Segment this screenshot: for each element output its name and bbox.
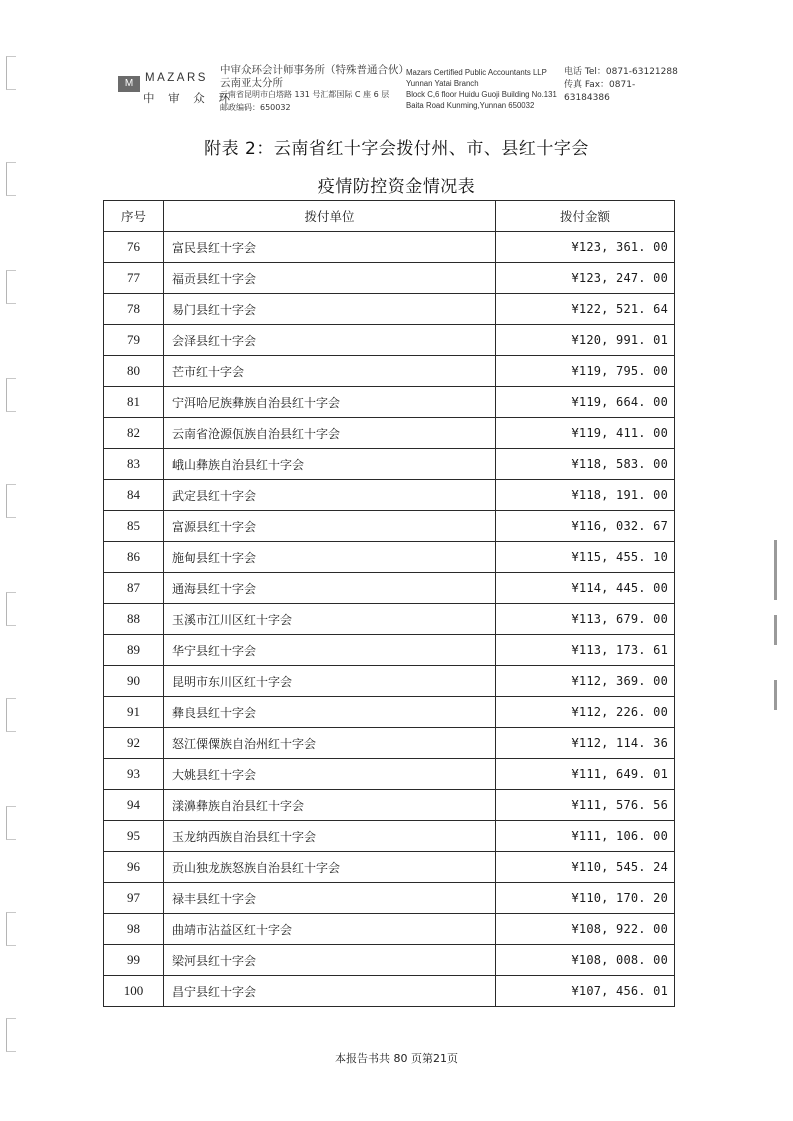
table-row [104,573,675,604]
amount-cell: ¥111, 576. 56 [496,790,675,821]
serial-number-cell: 87 [104,573,164,604]
amount-cell: ¥113, 173. 61 [496,635,675,666]
document-title: 附表 2：云南省红十字会拨付州、市、县红十字会 [204,139,589,159]
serial-number-cell: 90 [104,666,164,697]
table-row [104,387,675,418]
table-row [104,635,675,666]
amount-cell: ¥112, 114. 36 [496,728,675,759]
letterhead [118,64,678,116]
serial-number-cell: 89 [104,635,164,666]
header-recipient-unit: 拨付单位 [164,201,496,232]
telephone: 电话 Tel：0871-63121288 [564,67,678,77]
allocation-table [103,200,675,1007]
serial-number-cell: 82 [104,418,164,449]
recipient-unit-cell: 易门县红十字会 [164,294,496,325]
binder-mark [6,912,16,946]
table-row [104,449,675,480]
address-en-line1: Block C,6 floor Huidu Guoji Building No.131 [406,90,557,99]
binder-mark [6,378,16,412]
binder-mark [6,484,16,518]
amount-cell: ¥123, 247. 00 [496,263,675,294]
amount-cell: ¥108, 008. 00 [496,945,675,976]
serial-number-cell: 80 [104,356,164,387]
recipient-unit-cell: 富民县红十字会 [164,232,496,263]
recipient-unit-cell: 大姚县红十字会 [164,759,496,790]
serial-number-cell: 99 [104,945,164,976]
amount-cell: ¥110, 545. 24 [496,852,675,883]
serial-number-cell: 95 [104,821,164,852]
binder-mark [6,270,16,304]
table-row [104,356,675,387]
logo-english: MAZARS [145,72,208,84]
recipient-unit-cell: 昆明市东川区红十字会 [164,666,496,697]
scan-shadow [774,615,777,645]
recipient-unit-cell: 怒江傈僳族自治州红十字会 [164,728,496,759]
table-row [104,883,675,914]
table-header-row [104,201,675,232]
amount-cell: ¥119, 795. 00 [496,356,675,387]
binder-mark [6,698,16,732]
recipient-unit-cell: 宁洱哈尼族彝族自治县红十字会 [164,387,496,418]
firm-name-en: Mazars Certified Public Accountants LLP [406,68,547,77]
page-footer: 本报告书共 80 页第21页 [335,1052,458,1065]
logo-chinese: 中 审 众 环 [143,91,235,105]
amount-cell: ¥120, 991. 01 [496,325,675,356]
document-subtitle: 疫情防控资金情况表 [317,177,476,197]
amount-cell: ¥119, 411. 00 [496,418,675,449]
serial-number-cell: 97 [104,883,164,914]
branch-name-en: Yunnan Yatai Branch [406,79,479,88]
serial-number-cell: 98 [104,914,164,945]
amount-cell: ¥112, 226. 00 [496,697,675,728]
recipient-unit-cell: 梁河县红十字会 [164,945,496,976]
serial-number-cell: 85 [104,511,164,542]
recipient-unit-cell: 峨山彝族自治县红十字会 [164,449,496,480]
table-row [104,759,675,790]
mazars-logo-icon [118,76,140,92]
binder-mark [6,806,16,840]
serial-number-cell: 94 [104,790,164,821]
scan-shadow [774,680,777,710]
address-en-line2: Baita Road Kunming,Yunnan 650032 [406,101,535,110]
serial-number-cell: 91 [104,697,164,728]
table-row [104,821,675,852]
recipient-unit-cell: 通海县红十字会 [164,573,496,604]
branch-name-cn: 云南亚太分所 [220,76,283,89]
amount-cell: ¥108, 922. 00 [496,914,675,945]
table-row [104,852,675,883]
table-row [104,294,675,325]
table-row [104,418,675,449]
serial-number-cell: 92 [104,728,164,759]
header-amount: 拨付金额 [496,201,675,232]
amount-cell: ¥114, 445. 00 [496,573,675,604]
amount-cell: ¥116, 032. 67 [496,511,675,542]
amount-cell: ¥112, 369. 00 [496,666,675,697]
amount-cell: ¥122, 521. 64 [496,294,675,325]
recipient-unit-cell: 施甸县红十字会 [164,542,496,573]
serial-number-cell: 81 [104,387,164,418]
table-row [104,263,675,294]
recipient-unit-cell: 贡山独龙族怒族自治县红十字会 [164,852,496,883]
serial-number-cell: 88 [104,604,164,635]
serial-number-cell: 77 [104,263,164,294]
amount-cell: ¥110, 170. 20 [496,883,675,914]
postcode-cn: 邮政编码：650032 [220,102,291,112]
table-row [104,232,675,263]
recipient-unit-cell: 武定县红十字会 [164,480,496,511]
recipient-unit-cell: 会泽县红十字会 [164,325,496,356]
amount-cell: ¥111, 106. 00 [496,821,675,852]
amount-cell: ¥123, 361. 00 [496,232,675,263]
table-row [104,914,675,945]
address-cn: 云南省昆明市白塔路 131 号汇都国际 C 座 6 层 [220,90,390,99]
serial-number-cell: 93 [104,759,164,790]
serial-number-cell: 78 [104,294,164,325]
contact-info [564,66,678,105]
table-row [104,976,675,1007]
fax: 传真 Fax：0871-63184386 [564,80,636,103]
serial-number-cell: 96 [104,852,164,883]
scan-shadow [774,540,777,600]
binder-mark [6,1018,16,1052]
amount-cell: ¥111, 649. 01 [496,759,675,790]
header-serial-number: 序号 [104,201,164,232]
firm-name-cn: 中审众环会计师事务所（特殊普通合伙） [220,64,409,76]
recipient-unit-cell: 华宁县红十字会 [164,635,496,666]
table-row [104,511,675,542]
recipient-unit-cell: 芒市红十字会 [164,356,496,387]
binder-mark [6,56,16,90]
firm-address-cn [220,64,409,114]
recipient-unit-cell: 昌宁县红十字会 [164,976,496,1007]
recipient-unit-cell: 玉溪市江川区红十字会 [164,604,496,635]
amount-cell: ¥107, 456. 01 [496,976,675,1007]
table-row [104,480,675,511]
recipient-unit-cell: 富源县红十字会 [164,511,496,542]
recipient-unit-cell: 玉龙纳西族自治县红十字会 [164,821,496,852]
recipient-unit-cell: 福贡县红十字会 [164,263,496,294]
logo-mark: M [124,78,134,89]
serial-number-cell: 86 [104,542,164,573]
amount-cell: ¥118, 583. 00 [496,449,675,480]
amount-cell: ¥115, 455. 10 [496,542,675,573]
amount-cell: ¥119, 664. 00 [496,387,675,418]
table-row [104,604,675,635]
amount-cell: ¥113, 679. 00 [496,604,675,635]
firm-address-en [406,67,557,111]
table-row [104,325,675,356]
binder-mark [6,592,16,626]
recipient-unit-cell: 曲靖市沾益区红十字会 [164,914,496,945]
recipient-unit-cell: 彝良县红十字会 [164,697,496,728]
serial-number-cell: 76 [104,232,164,263]
serial-number-cell: 83 [104,449,164,480]
recipient-unit-cell: 漾濞彝族自治县红十字会 [164,790,496,821]
table-row [104,697,675,728]
serial-number-cell: 100 [104,976,164,1007]
table-row [104,666,675,697]
table-row [104,542,675,573]
table-row [104,790,675,821]
serial-number-cell: 84 [104,480,164,511]
amount-cell: ¥118, 191. 00 [496,480,675,511]
table-row [104,945,675,976]
serial-number-cell: 79 [104,325,164,356]
recipient-unit-cell: 禄丰县红十字会 [164,883,496,914]
recipient-unit-cell: 云南省沧源佤族自治县红十字会 [164,418,496,449]
table-row [104,728,675,759]
